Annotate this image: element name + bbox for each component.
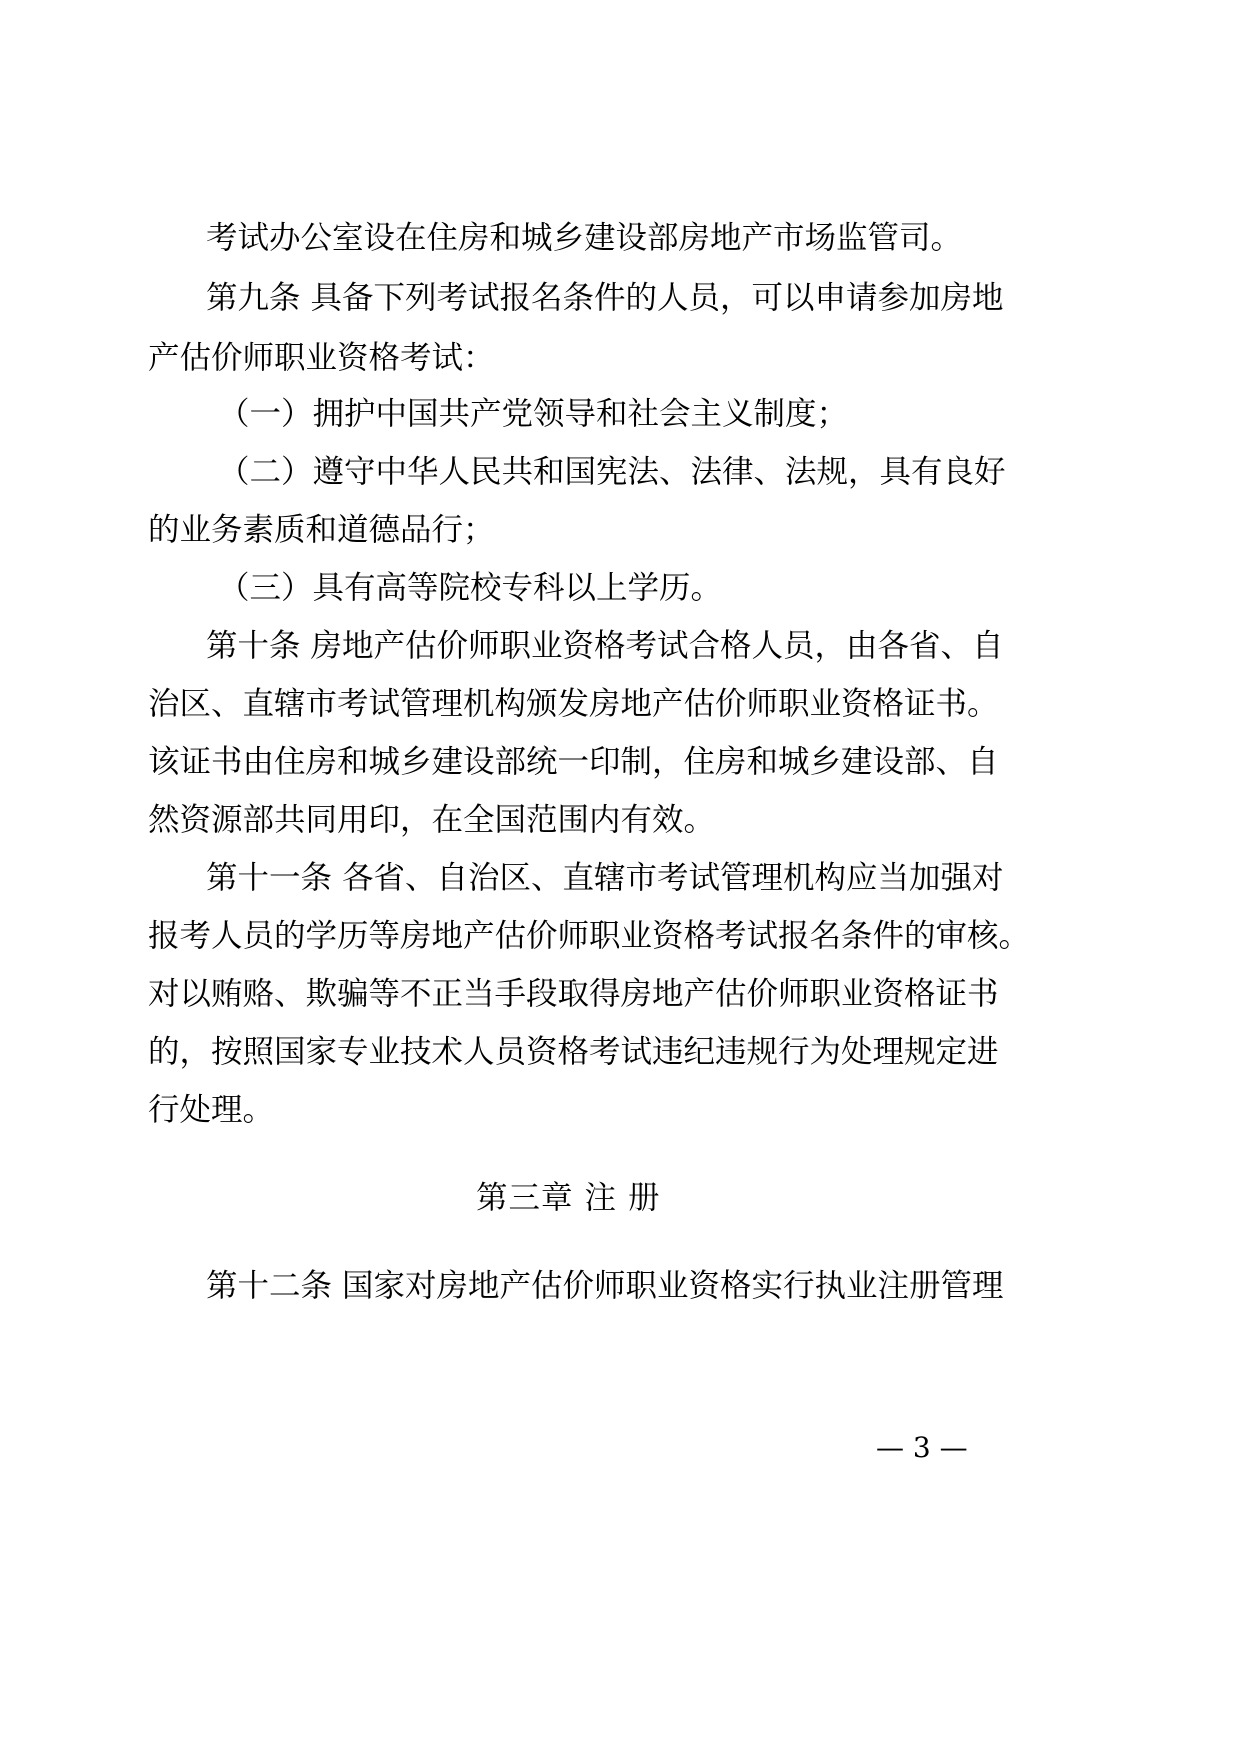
text-line: 考试办公室设在住房和城乡建设部房地产市场监管司。 [206,220,963,256]
text-line: 行处理。 [148,1092,275,1128]
text-line: 第十一条 各省、自治区、直辖市考试管理机构应当加强对 [206,860,1004,896]
text-line: 产估价师职业资格考试： [148,340,495,376]
text-line: （一）拥护中国共产党领导和社会主义制度； [218,396,849,432]
text-line: 的业务素质和道德品行； [148,512,495,548]
text-line: （二）遵守中华人民共和国宪法、法律、法规，具有良好 [218,454,1006,490]
text-line: 第十二条 国家对房地产估价师职业资格实行执业注册管理 [206,1268,1004,1304]
text-line: （三）具有高等院校专科以上学历。 [218,570,723,606]
text-line: 的，按照国家专业技术人员资格考试违纪违规行为处理规定进 [148,1034,999,1070]
text-line: 第九条 具备下列考试报名条件的人员，可以申请参加房地 [206,280,1004,316]
text-line: 对以贿赂、欺骗等不正当手段取得房地产估价师职业资格证书 [148,976,999,1012]
text-line: 然资源部共同用印，在全国范围内有效。 [148,802,716,838]
text-line: 该证书由住房和城乡建设部统一印制，住房和城乡建设部、自 [148,744,999,780]
text-line: 第十条 房地产估价师职业资格考试合格人员，由各省、自 [206,628,1004,664]
page-number: — 3 — [876,1431,968,1464]
text-line: 报考人员的学历等房地产估价师职业资格考试报名条件的审核。 [148,918,1031,954]
text-line: 治区、直辖市考试管理机构颁发房地产估价师职业资格证书。 [148,686,999,722]
chapter-heading: 第三章 注 册 [476,1180,661,1216]
